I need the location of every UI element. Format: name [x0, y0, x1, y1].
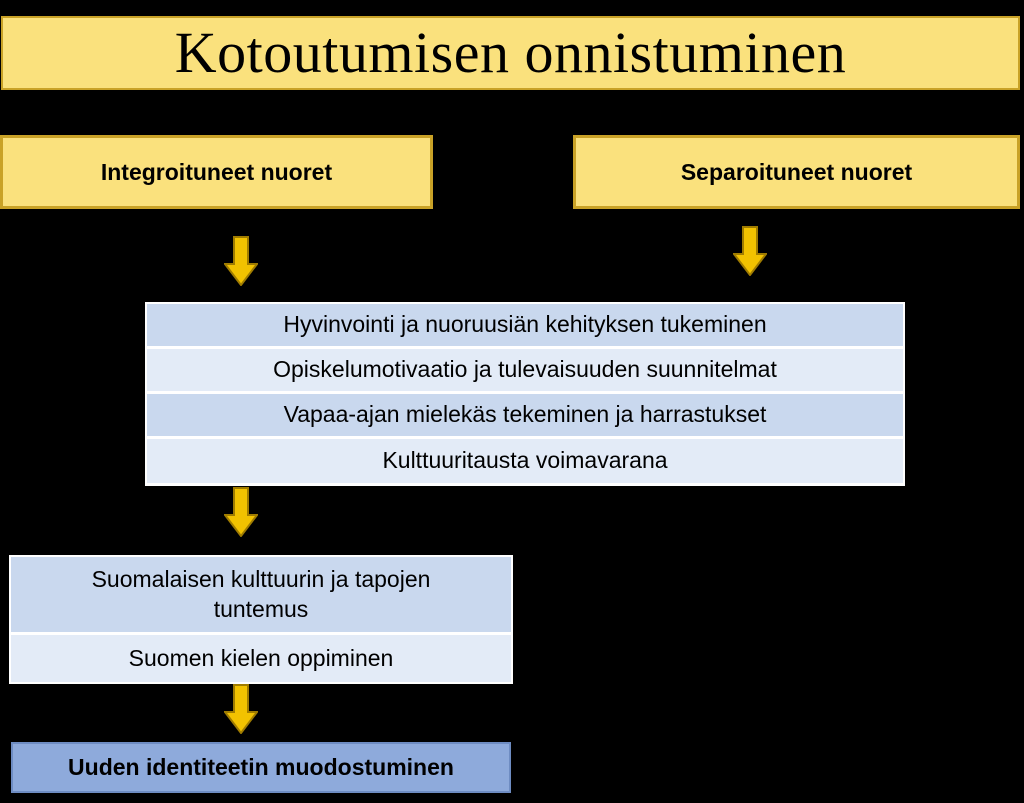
factor-item: Vapaa-ajan mielekäs tekeminen ja harrastukset	[147, 394, 903, 439]
arrow-down-icon	[224, 236, 258, 286]
factors-list	[145, 302, 905, 486]
integration-factor-item: Suomalaisen kulttuurin ja tapojen tuntemus	[11, 557, 511, 635]
arrow-down-icon	[224, 487, 258, 537]
factor-item: Kulttuuritausta voimavarana	[147, 439, 903, 483]
separated-youth-box	[573, 135, 1020, 209]
arrow-down-icon	[224, 684, 258, 734]
integration-factor-item: Suomen kielen oppiminen	[11, 635, 511, 682]
factor-item: Hyvinvointi ja nuoruusiän kehityksen tukeminen	[147, 304, 903, 349]
factor-item: Opiskelumotivaatio ja tulevaisuuden suunnitelmat	[147, 349, 903, 394]
arrow-down-icon	[733, 226, 767, 276]
title-box	[1, 16, 1020, 90]
diagram-title: Kotoutumisen onnistuminen	[174, 20, 847, 85]
integrated-youth-label: Integroituneet nuoret	[100, 158, 333, 185]
integration-factors-list	[9, 555, 513, 684]
outcome-box	[11, 742, 511, 793]
separated-youth-label: Separoituneet nuoret	[680, 158, 913, 185]
integrated-youth-box	[0, 135, 433, 209]
outcome-label: Uuden identiteetin muodostuminen	[68, 754, 454, 780]
